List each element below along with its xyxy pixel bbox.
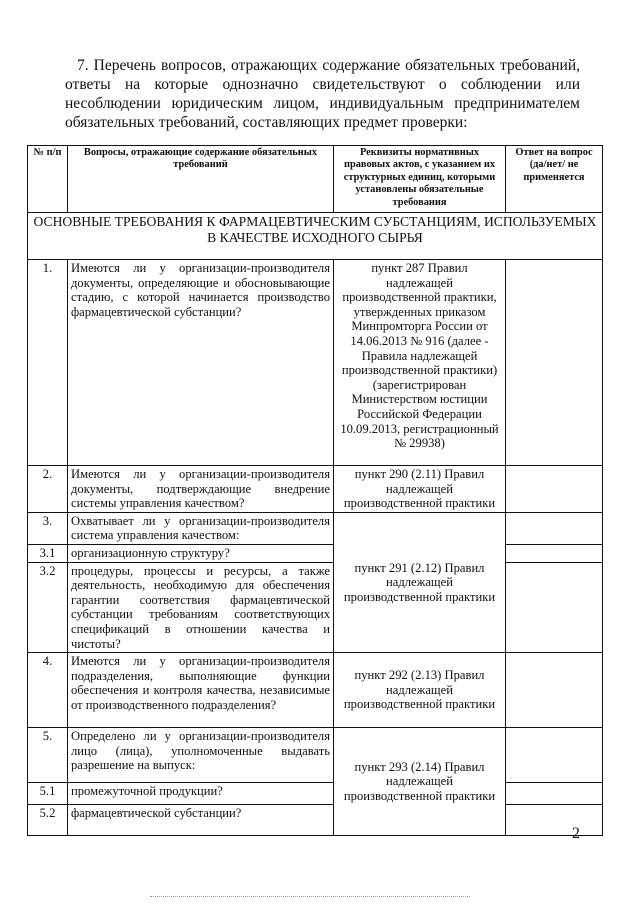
table-header-row — [28, 146, 603, 213]
row-ref: пункт 290 (2.11) Правил надлежащей производственной практики — [334, 466, 506, 513]
row-question: Имеются ли у организации-производителя документы, подтверждающие внедрение системы управления качеством? — [68, 466, 334, 513]
section-row — [28, 213, 603, 260]
row-num: 5.1 — [28, 783, 68, 805]
row-num: 5. — [28, 728, 68, 783]
row-question: Имеются ли у организации-производителя подразделения, выполняющие функции обеспечения и контроля качества, независимые от производственного подразделения? — [68, 653, 334, 728]
row-num: 5.2 — [28, 805, 68, 836]
row-question: Охватывает ли у организации-производителя система управления качеством: — [68, 512, 334, 544]
table-row — [28, 783, 603, 805]
row-num: 3.1 — [28, 544, 68, 562]
row-question: фармацевтической субстанции? — [68, 805, 334, 836]
row-answer — [506, 783, 603, 805]
row-answer — [506, 544, 603, 562]
row-answer — [506, 512, 603, 544]
intro-paragraph: 7. Перечень вопросов, отражающих содержание обязательных требований, ответы на которые однозначно свидетельствуют о соблюдении или несоблюдении юридическим лицом, индивидуальным предпринимателем обязательных требований, составляющих предмет проверки: — [65, 57, 580, 131]
row-question: организационную структуру? — [68, 544, 334, 562]
table-row — [28, 466, 603, 513]
row-num: 3. — [28, 512, 68, 544]
scan-artifact-line — [150, 896, 470, 897]
row-ref: пункт 293 (2.14) Правил надлежащей производственной практики — [334, 728, 506, 836]
row-answer — [506, 466, 603, 513]
row-question: процедуры, процессы и ресурсы, а также деятельность, необходимую для обеспечения гарантии соответствия фармацевтической субстанции требованиям соответствующих спецификаций в отношении качества и чистоты? — [68, 562, 334, 653]
page-number: 2 — [572, 825, 580, 842]
table-row — [28, 512, 603, 544]
row-answer — [506, 562, 603, 653]
row-ref: пункт 287 Правил надлежащей производственной практики, утвержденных приказом Минпромторга России от 14.06.2013 № 916 (далее - Правила надлежащей производственной практики) (зарегистрирован Министерством юстиции Российской Федерации 10.09.2013, регистрационный № 29938) — [334, 260, 506, 466]
section-title: ОСНОВНЫЕ ТРЕБОВАНИЯ К ФАРМАЦЕВТИЧЕСКИМ СУБСТАНЦИЯМ, ИСПОЛЬЗУЕМЫХ В КАЧЕСТВЕ ИСХОДНОГО СЫРЬЯ — [28, 213, 603, 260]
row-answer — [506, 653, 603, 728]
header-num: № п/п — [28, 146, 68, 213]
row-question: Имеются ли у организации-производителя документы, определяющие и обосновывающие стадию, с которой начинается производство фармацевтической субстанции? — [68, 260, 334, 466]
header-answer: Ответ на вопрос (да/нет/ не применяется — [506, 146, 603, 213]
row-num: 3.2 — [28, 562, 68, 653]
row-num: 2. — [28, 466, 68, 513]
header-question: Вопросы, отражающие содержание обязательных требований — [68, 146, 334, 213]
row-question: Определено ли у организации-производителя лицо (лица), уполномоченные выдавать разрешение на выпуск: — [68, 728, 334, 783]
row-answer — [506, 728, 603, 783]
table-row — [28, 653, 603, 728]
row-answer — [506, 805, 603, 836]
table-row — [28, 805, 603, 836]
table-row — [28, 562, 603, 653]
header-ref: Реквизиты нормативных правовых актов, с указанием их структурных единиц, которыми установлены обязательные требования — [334, 146, 506, 213]
table-row — [28, 260, 603, 466]
row-question: промежуточной продукции? — [68, 783, 334, 805]
table-row — [28, 544, 603, 562]
row-ref: пункт 291 (2.12) Правил надлежащей производственной практики — [334, 512, 506, 652]
row-ref: пункт 292 (2.13) Правил надлежащей производственной практики — [334, 653, 506, 728]
row-answer — [506, 260, 603, 466]
row-num: 1. — [28, 260, 68, 466]
row-num: 4. — [28, 653, 68, 728]
requirements-table — [27, 145, 603, 836]
table-row — [28, 728, 603, 783]
